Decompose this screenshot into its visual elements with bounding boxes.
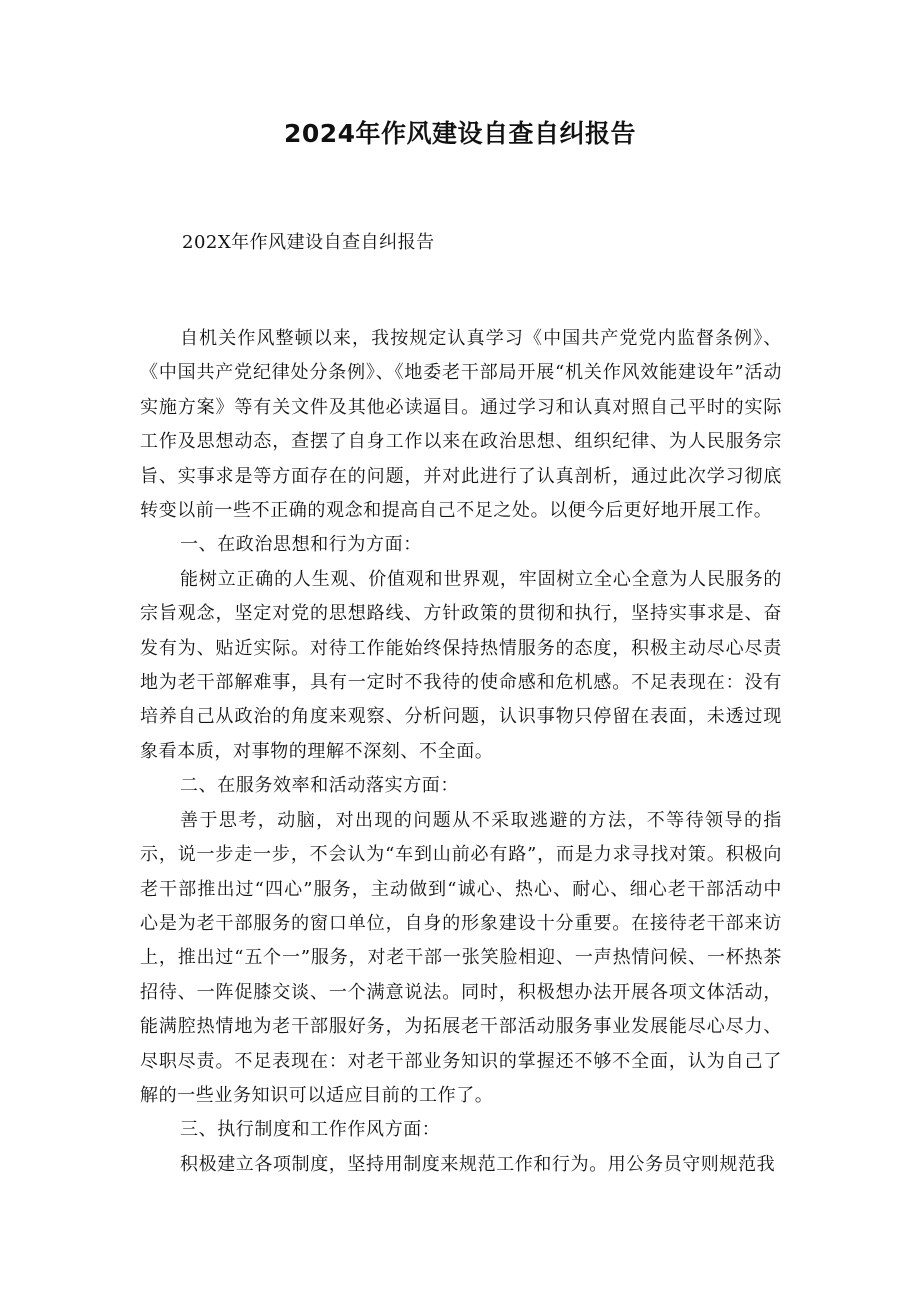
document-body (140, 322, 782, 1182)
paragraph-intro: 自机关作风整顿以来，我按规定认真学习《中国共产党党内监督条例》、《中国共产党纪律处分条例》、《地委老干部局开展“机关作风效能建设年”活动实施方案》等有关文件及其他必读逼目。通过学习和认真对照自己平时的实际工作及思想动态，查摆了自身工作以来在政治思想、组织纪律、为人民服务宗旨、实事求是等方面存在的问题，并对此进行了认真剖析，通过此次学习彻底转变以前一些不正确的观念和提高自己不足之处。以便今后更好地开展工作。 (140, 328, 782, 522)
document-subtitle: 202X年作风建设自查自纠报告 (182, 232, 435, 253)
paragraph-section-1: 能树立正确的人生观、价值观和世界观，牢固树立全心全意为人民服务的宗旨观念，坚定对党的思想路线、方针政策的贯彻和执行，坚持实事求是、奋发有为、贴近实际。对待工作能始终保持热情服务的态度，积极主动尽心尽责地为老干部解难事，具有一定时不我待的使命感和危机感。不足表现在：没有培养自己从政治的角度来观察、分析问题，认识事物只停留在表面，未透过现象看本质，对事物的理解不深刻、不全面。 (140, 568, 782, 762)
section-heading-2: 二、在服务效率和活动落实方面： (180, 775, 459, 797)
section-heading-1: 一、在政治思想和行为方面： (180, 534, 422, 556)
paragraph-section-3: 积极建立各项制度，坚持用制度来规范工作和行为。用公务员守则规范我 (180, 1153, 776, 1175)
paragraph-section-2: 善于思考，动脑，对出现的问题从不采取逃避的方法，不等待领导的指示，说一步走一步，不会认为“车到山前必有路”，而是力求寻找对策。积极向老干部推出过“四心”服务，主动做到“诚心、热心、耐心、细心老干部活动中心是为老干部服务的窗口单位，自身的形象建设十分重要。在接待老干部来访上，推出过“五个一”服务，对老干部一张笑脸相迎、一声热情问候、一杯热茶招待、一阵促膝交谈、一个满意说法。同时，积极想办法开展各项文体活动，能满腔热情地为老干部服好务，为拓展老干部活动服务事业发展能尽心尽力、尽职尽责。不足表现在：对老干部业务知识的掌握还不够不全面，认为自己了解的一些业务知识可以适应目前的工作了。 (140, 809, 782, 1106)
document-title: 2024年作风建设自查自纠报告 (283, 119, 637, 148)
section-heading-3: 三、执行制度和工作作风方面： (180, 1119, 441, 1141)
